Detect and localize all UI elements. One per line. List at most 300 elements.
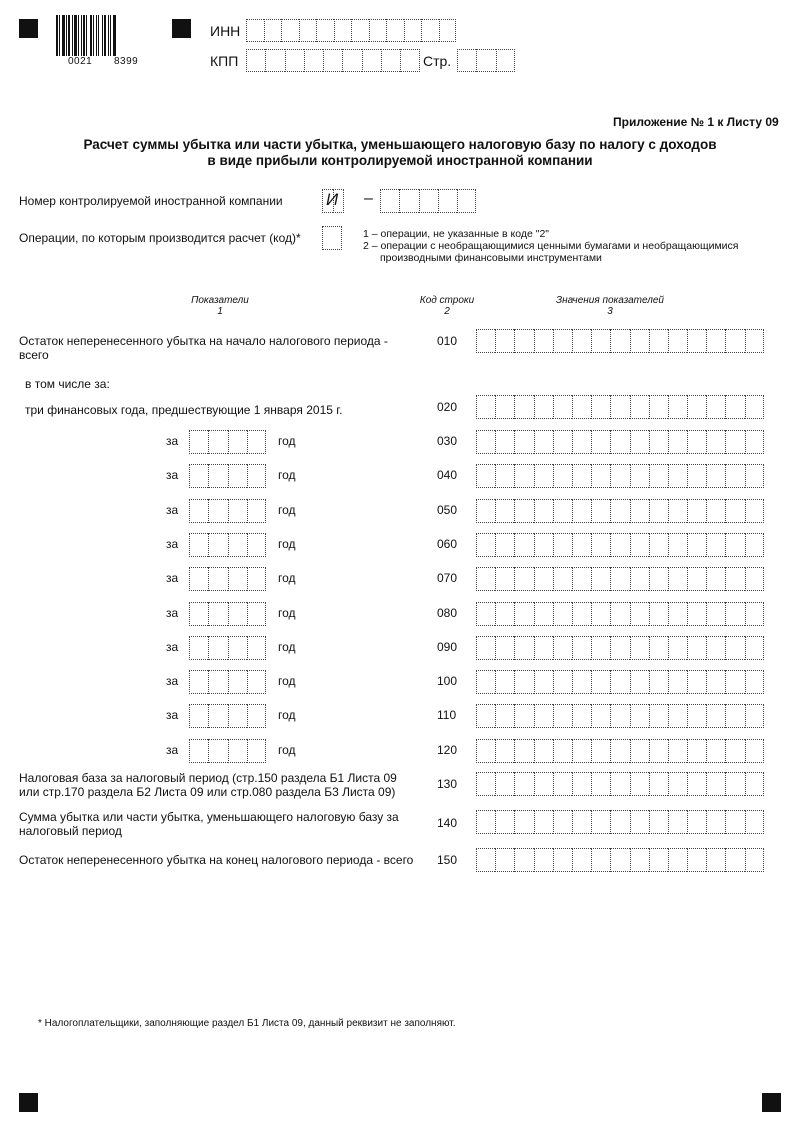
input-cell[interactable] bbox=[668, 848, 687, 872]
input-cell[interactable] bbox=[630, 739, 649, 763]
input-cell[interactable] bbox=[725, 464, 744, 488]
input-cell[interactable] bbox=[534, 739, 553, 763]
input-cell[interactable] bbox=[572, 533, 591, 557]
input-cell[interactable] bbox=[745, 602, 764, 626]
input-cell[interactable] bbox=[208, 533, 227, 557]
year-field-040[interactable] bbox=[189, 464, 266, 488]
input-cell[interactable] bbox=[610, 567, 629, 591]
input-cell[interactable] bbox=[610, 533, 629, 557]
input-cell[interactable] bbox=[264, 19, 282, 42]
input-cell[interactable] bbox=[369, 19, 387, 42]
input-cell[interactable] bbox=[246, 49, 265, 72]
input-cell[interactable] bbox=[208, 464, 227, 488]
input-cell[interactable] bbox=[668, 329, 687, 353]
input-cell[interactable] bbox=[208, 499, 227, 523]
input-cell[interactable] bbox=[591, 670, 610, 694]
input-cell[interactable] bbox=[457, 189, 476, 213]
input-cell[interactable] bbox=[687, 704, 706, 728]
input-cell[interactable] bbox=[706, 772, 725, 796]
input-cell[interactable] bbox=[745, 464, 764, 488]
input-cell[interactable] bbox=[725, 329, 744, 353]
input-cell[interactable] bbox=[399, 189, 418, 213]
input-cell[interactable] bbox=[725, 810, 744, 834]
input-cell[interactable] bbox=[572, 430, 591, 454]
input-cell[interactable] bbox=[687, 602, 706, 626]
input-cell[interactable] bbox=[476, 636, 495, 660]
input-cell[interactable] bbox=[228, 533, 247, 557]
input-cell[interactable] bbox=[476, 810, 495, 834]
input-cell[interactable] bbox=[687, 395, 706, 419]
input-cell[interactable] bbox=[687, 329, 706, 353]
input-cell[interactable] bbox=[228, 464, 247, 488]
input-cell[interactable] bbox=[476, 704, 495, 728]
input-cell[interactable] bbox=[476, 395, 495, 419]
input-cell[interactable] bbox=[208, 704, 227, 728]
input-cell[interactable] bbox=[514, 739, 533, 763]
input-cell[interactable] bbox=[495, 704, 514, 728]
input-cell[interactable] bbox=[706, 533, 725, 557]
input-cell[interactable] bbox=[745, 704, 764, 728]
input-cell[interactable] bbox=[228, 499, 247, 523]
input-cell[interactable] bbox=[668, 395, 687, 419]
input-cell[interactable] bbox=[534, 533, 553, 557]
input-cell[interactable] bbox=[687, 464, 706, 488]
input-cell[interactable] bbox=[649, 670, 668, 694]
input-cell[interactable] bbox=[591, 810, 610, 834]
input-cell[interactable] bbox=[208, 670, 227, 694]
input-cell[interactable] bbox=[706, 848, 725, 872]
input-cell[interactable] bbox=[572, 499, 591, 523]
input-cell[interactable] bbox=[706, 464, 725, 488]
input-cell[interactable] bbox=[334, 19, 352, 42]
input-cell[interactable] bbox=[514, 499, 533, 523]
input-cell[interactable] bbox=[189, 636, 208, 660]
year-field-030[interactable] bbox=[189, 430, 266, 454]
input-cell[interactable] bbox=[630, 567, 649, 591]
input-cell[interactable] bbox=[299, 19, 317, 42]
input-cell[interactable] bbox=[534, 602, 553, 626]
year-field-110[interactable] bbox=[189, 704, 266, 728]
input-cell[interactable] bbox=[534, 636, 553, 660]
input-cell[interactable] bbox=[189, 567, 208, 591]
input-cell[interactable] bbox=[228, 704, 247, 728]
input-cell[interactable] bbox=[514, 670, 533, 694]
input-cell[interactable] bbox=[706, 810, 725, 834]
input-cell[interactable] bbox=[247, 602, 266, 626]
input-cell[interactable] bbox=[534, 499, 553, 523]
input-cell[interactable] bbox=[553, 636, 572, 660]
input-cell[interactable] bbox=[649, 810, 668, 834]
year-field-100[interactable] bbox=[189, 670, 266, 694]
input-cell[interactable] bbox=[362, 49, 381, 72]
input-cell[interactable] bbox=[439, 19, 457, 42]
input-cell[interactable] bbox=[706, 430, 725, 454]
input-cell[interactable] bbox=[668, 464, 687, 488]
input-cell[interactable] bbox=[323, 49, 342, 72]
input-cell[interactable] bbox=[495, 739, 514, 763]
year-field-120[interactable] bbox=[189, 739, 266, 763]
input-cell[interactable] bbox=[316, 19, 334, 42]
input-cell[interactable] bbox=[553, 464, 572, 488]
input-cell[interactable] bbox=[495, 533, 514, 557]
row-140-value-field[interactable] bbox=[476, 810, 764, 834]
input-cell[interactable] bbox=[668, 772, 687, 796]
input-cell[interactable] bbox=[630, 670, 649, 694]
input-cell[interactable] bbox=[706, 567, 725, 591]
input-cell[interactable] bbox=[476, 567, 495, 591]
input-cell[interactable] bbox=[572, 464, 591, 488]
input-cell[interactable] bbox=[534, 848, 553, 872]
input-cell[interactable] bbox=[572, 567, 591, 591]
input-cell[interactable] bbox=[495, 464, 514, 488]
input-cell[interactable] bbox=[189, 499, 208, 523]
operations-code-field[interactable] bbox=[322, 226, 342, 250]
input-cell[interactable] bbox=[514, 464, 533, 488]
input-cell[interactable] bbox=[591, 636, 610, 660]
input-cell[interactable] bbox=[534, 704, 553, 728]
input-cell[interactable] bbox=[495, 636, 514, 660]
input-cell[interactable] bbox=[725, 670, 744, 694]
year-field-080[interactable] bbox=[189, 602, 266, 626]
input-cell[interactable] bbox=[591, 567, 610, 591]
input-cell[interactable] bbox=[265, 49, 284, 72]
row-050-value-field[interactable] bbox=[476, 499, 764, 523]
input-cell[interactable] bbox=[247, 499, 266, 523]
row-060-value-field[interactable] bbox=[476, 533, 764, 557]
input-cell[interactable] bbox=[687, 499, 706, 523]
input-cell[interactable] bbox=[572, 772, 591, 796]
input-cell[interactable] bbox=[553, 739, 572, 763]
input-cell[interactable] bbox=[649, 602, 668, 626]
input-cell[interactable] bbox=[725, 636, 744, 660]
input-cell[interactable] bbox=[630, 329, 649, 353]
input-cell[interactable] bbox=[514, 636, 533, 660]
input-cell[interactable] bbox=[386, 19, 404, 42]
input-cell[interactable] bbox=[381, 49, 400, 72]
input-cell[interactable] bbox=[553, 499, 572, 523]
input-cell[interactable] bbox=[610, 499, 629, 523]
company-number-field[interactable] bbox=[380, 189, 476, 213]
input-cell[interactable] bbox=[189, 670, 208, 694]
input-cell[interactable] bbox=[668, 810, 687, 834]
input-cell[interactable] bbox=[495, 810, 514, 834]
year-field-090[interactable] bbox=[189, 636, 266, 660]
input-cell[interactable] bbox=[610, 464, 629, 488]
input-cell[interactable] bbox=[247, 636, 266, 660]
input-cell[interactable] bbox=[351, 19, 369, 42]
input-cell[interactable] bbox=[725, 602, 744, 626]
input-cell[interactable] bbox=[228, 567, 247, 591]
input-cell[interactable] bbox=[591, 848, 610, 872]
input-cell[interactable] bbox=[668, 533, 687, 557]
input-cell[interactable] bbox=[630, 810, 649, 834]
input-cell[interactable] bbox=[745, 810, 764, 834]
input-cell[interactable] bbox=[610, 810, 629, 834]
input-cell[interactable] bbox=[208, 430, 227, 454]
input-cell[interactable] bbox=[572, 670, 591, 694]
input-cell[interactable] bbox=[725, 704, 744, 728]
input-cell[interactable] bbox=[553, 329, 572, 353]
input-cell[interactable] bbox=[572, 329, 591, 353]
input-cell[interactable] bbox=[725, 567, 744, 591]
input-cell[interactable] bbox=[610, 395, 629, 419]
input-cell[interactable] bbox=[668, 567, 687, 591]
input-cell[interactable] bbox=[208, 567, 227, 591]
input-cell[interactable] bbox=[228, 602, 247, 626]
input-cell[interactable] bbox=[649, 636, 668, 660]
input-cell[interactable] bbox=[495, 499, 514, 523]
input-cell[interactable] bbox=[668, 430, 687, 454]
row-100-value-field[interactable] bbox=[476, 670, 764, 694]
input-cell[interactable] bbox=[610, 636, 629, 660]
input-cell[interactable] bbox=[189, 430, 208, 454]
input-cell[interactable] bbox=[610, 670, 629, 694]
input-cell[interactable] bbox=[534, 464, 553, 488]
input-cell[interactable] bbox=[668, 670, 687, 694]
input-cell[interactable] bbox=[553, 430, 572, 454]
input-cell[interactable] bbox=[591, 533, 610, 557]
input-cell[interactable] bbox=[189, 704, 208, 728]
input-cell[interactable] bbox=[534, 670, 553, 694]
input-cell[interactable] bbox=[514, 704, 533, 728]
input-cell[interactable] bbox=[687, 670, 706, 694]
input-cell[interactable] bbox=[687, 567, 706, 591]
input-cell[interactable] bbox=[514, 772, 533, 796]
input-cell[interactable] bbox=[476, 533, 495, 557]
input-cell[interactable] bbox=[228, 739, 247, 763]
input-cell[interactable] bbox=[208, 636, 227, 660]
input-cell[interactable] bbox=[687, 533, 706, 557]
row-130-value-field[interactable] bbox=[476, 772, 764, 796]
input-cell[interactable] bbox=[610, 329, 629, 353]
input-cell[interactable] bbox=[322, 226, 342, 250]
input-cell[interactable] bbox=[668, 602, 687, 626]
row-080-value-field[interactable] bbox=[476, 602, 764, 626]
input-cell[interactable] bbox=[476, 602, 495, 626]
input-cell[interactable] bbox=[553, 848, 572, 872]
input-cell[interactable] bbox=[687, 772, 706, 796]
input-cell[interactable] bbox=[591, 430, 610, 454]
input-cell[interactable] bbox=[649, 430, 668, 454]
input-cell[interactable] bbox=[630, 395, 649, 419]
input-cell[interactable] bbox=[687, 636, 706, 660]
input-cell[interactable] bbox=[610, 704, 629, 728]
input-cell[interactable] bbox=[745, 533, 764, 557]
input-cell[interactable] bbox=[687, 810, 706, 834]
input-cell[interactable] bbox=[745, 772, 764, 796]
input-cell[interactable] bbox=[247, 430, 266, 454]
input-cell[interactable] bbox=[495, 848, 514, 872]
input-cell[interactable] bbox=[514, 329, 533, 353]
input-cell[interactable] bbox=[706, 602, 725, 626]
input-cell[interactable] bbox=[630, 430, 649, 454]
input-cell[interactable] bbox=[725, 739, 744, 763]
input-cell[interactable] bbox=[514, 430, 533, 454]
input-cell[interactable] bbox=[281, 19, 299, 42]
input-cell[interactable] bbox=[630, 533, 649, 557]
input-cell[interactable] bbox=[495, 430, 514, 454]
input-cell[interactable] bbox=[228, 430, 247, 454]
kpp-field[interactable] bbox=[246, 49, 420, 72]
input-cell[interactable] bbox=[534, 395, 553, 419]
input-cell[interactable] bbox=[630, 704, 649, 728]
input-cell[interactable] bbox=[495, 602, 514, 626]
input-cell[interactable] bbox=[514, 533, 533, 557]
input-cell[interactable] bbox=[649, 464, 668, 488]
input-cell[interactable] bbox=[745, 636, 764, 660]
input-cell[interactable] bbox=[687, 848, 706, 872]
input-cell[interactable] bbox=[534, 430, 553, 454]
input-cell[interactable] bbox=[514, 810, 533, 834]
input-cell[interactable] bbox=[476, 430, 495, 454]
input-cell[interactable] bbox=[649, 567, 668, 591]
input-cell[interactable] bbox=[553, 810, 572, 834]
input-cell[interactable] bbox=[649, 499, 668, 523]
input-cell[interactable] bbox=[630, 848, 649, 872]
year-field-050[interactable] bbox=[189, 499, 266, 523]
input-cell[interactable] bbox=[745, 848, 764, 872]
input-cell[interactable] bbox=[553, 772, 572, 796]
input-cell[interactable] bbox=[208, 602, 227, 626]
input-cell[interactable] bbox=[745, 670, 764, 694]
input-cell[interactable] bbox=[649, 395, 668, 419]
input-cell[interactable] bbox=[553, 602, 572, 626]
input-cell[interactable] bbox=[745, 739, 764, 763]
year-field-070[interactable] bbox=[189, 567, 266, 591]
input-cell[interactable] bbox=[476, 848, 495, 872]
row-150-value-field[interactable] bbox=[476, 848, 764, 872]
input-cell[interactable] bbox=[380, 189, 399, 213]
input-cell[interactable] bbox=[706, 499, 725, 523]
input-cell[interactable] bbox=[649, 329, 668, 353]
input-cell[interactable] bbox=[247, 464, 266, 488]
input-cell[interactable] bbox=[668, 499, 687, 523]
input-cell[interactable] bbox=[725, 499, 744, 523]
input-cell[interactable] bbox=[246, 19, 264, 42]
input-cell[interactable] bbox=[285, 49, 304, 72]
input-cell[interactable] bbox=[189, 602, 208, 626]
input-cell[interactable] bbox=[534, 567, 553, 591]
input-cell[interactable] bbox=[438, 189, 457, 213]
input-cell[interactable] bbox=[610, 430, 629, 454]
input-cell[interactable] bbox=[342, 49, 361, 72]
row-090-value-field[interactable] bbox=[476, 636, 764, 660]
input-cell[interactable] bbox=[495, 567, 514, 591]
input-cell[interactable] bbox=[687, 739, 706, 763]
input-cell[interactable] bbox=[476, 670, 495, 694]
input-cell[interactable] bbox=[610, 602, 629, 626]
input-cell[interactable] bbox=[668, 636, 687, 660]
input-cell[interactable] bbox=[649, 772, 668, 796]
input-cell[interactable] bbox=[495, 329, 514, 353]
input-cell[interactable] bbox=[591, 499, 610, 523]
input-cell[interactable] bbox=[228, 636, 247, 660]
input-cell[interactable] bbox=[649, 848, 668, 872]
input-cell[interactable] bbox=[476, 464, 495, 488]
input-cell[interactable] bbox=[649, 533, 668, 557]
input-cell[interactable] bbox=[591, 704, 610, 728]
input-cell[interactable] bbox=[630, 772, 649, 796]
input-cell[interactable] bbox=[725, 395, 744, 419]
input-cell[interactable] bbox=[572, 395, 591, 419]
input-cell[interactable] bbox=[745, 395, 764, 419]
input-cell[interactable] bbox=[553, 670, 572, 694]
input-cell[interactable] bbox=[457, 49, 476, 72]
input-cell[interactable] bbox=[649, 704, 668, 728]
input-cell[interactable] bbox=[572, 739, 591, 763]
row-110-value-field[interactable] bbox=[476, 704, 764, 728]
input-cell[interactable] bbox=[668, 704, 687, 728]
input-cell[interactable] bbox=[725, 772, 744, 796]
input-cell[interactable] bbox=[476, 329, 495, 353]
input-cell[interactable] bbox=[572, 704, 591, 728]
input-cell[interactable] bbox=[572, 848, 591, 872]
input-cell[interactable] bbox=[514, 602, 533, 626]
input-cell[interactable] bbox=[495, 772, 514, 796]
year-field-060[interactable] bbox=[189, 533, 266, 557]
inn-field[interactable] bbox=[246, 19, 456, 42]
input-cell[interactable] bbox=[553, 395, 572, 419]
input-cell[interactable] bbox=[591, 329, 610, 353]
input-cell[interactable] bbox=[591, 395, 610, 419]
input-cell[interactable] bbox=[514, 848, 533, 872]
row-040-value-field[interactable] bbox=[476, 464, 764, 488]
input-cell[interactable] bbox=[572, 636, 591, 660]
input-cell[interactable] bbox=[553, 704, 572, 728]
input-cell[interactable] bbox=[610, 848, 629, 872]
row-010-value-field[interactable] bbox=[476, 329, 764, 353]
input-cell[interactable] bbox=[247, 533, 266, 557]
input-cell[interactable] bbox=[649, 739, 668, 763]
input-cell[interactable] bbox=[668, 739, 687, 763]
input-cell[interactable] bbox=[610, 739, 629, 763]
input-cell[interactable] bbox=[706, 395, 725, 419]
input-cell[interactable] bbox=[534, 772, 553, 796]
input-cell[interactable] bbox=[495, 670, 514, 694]
input-cell[interactable] bbox=[745, 499, 764, 523]
input-cell[interactable] bbox=[419, 189, 438, 213]
input-cell[interactable] bbox=[534, 329, 553, 353]
input-cell[interactable] bbox=[745, 567, 764, 591]
input-cell[interactable] bbox=[476, 499, 495, 523]
input-cell[interactable] bbox=[630, 499, 649, 523]
input-cell[interactable] bbox=[189, 739, 208, 763]
input-cell[interactable] bbox=[514, 567, 533, 591]
input-cell[interactable] bbox=[404, 19, 422, 42]
input-cell[interactable] bbox=[247, 704, 266, 728]
row-070-value-field[interactable] bbox=[476, 567, 764, 591]
input-cell[interactable] bbox=[630, 464, 649, 488]
input-cell[interactable] bbox=[706, 670, 725, 694]
input-cell[interactable] bbox=[247, 739, 266, 763]
input-cell[interactable] bbox=[745, 329, 764, 353]
row-020-value-field[interactable] bbox=[476, 395, 764, 419]
row-030-value-field[interactable] bbox=[476, 430, 764, 454]
input-cell[interactable] bbox=[228, 670, 247, 694]
input-cell[interactable] bbox=[725, 533, 744, 557]
input-cell[interactable] bbox=[630, 602, 649, 626]
input-cell[interactable] bbox=[476, 739, 495, 763]
input-cell[interactable] bbox=[553, 567, 572, 591]
input-cell[interactable] bbox=[630, 636, 649, 660]
input-cell[interactable] bbox=[496, 49, 515, 72]
input-cell[interactable] bbox=[189, 464, 208, 488]
input-cell[interactable] bbox=[400, 49, 419, 72]
input-cell[interactable] bbox=[706, 739, 725, 763]
row-120-value-field[interactable] bbox=[476, 739, 764, 763]
input-cell[interactable] bbox=[476, 772, 495, 796]
page-number-field[interactable] bbox=[457, 49, 515, 72]
